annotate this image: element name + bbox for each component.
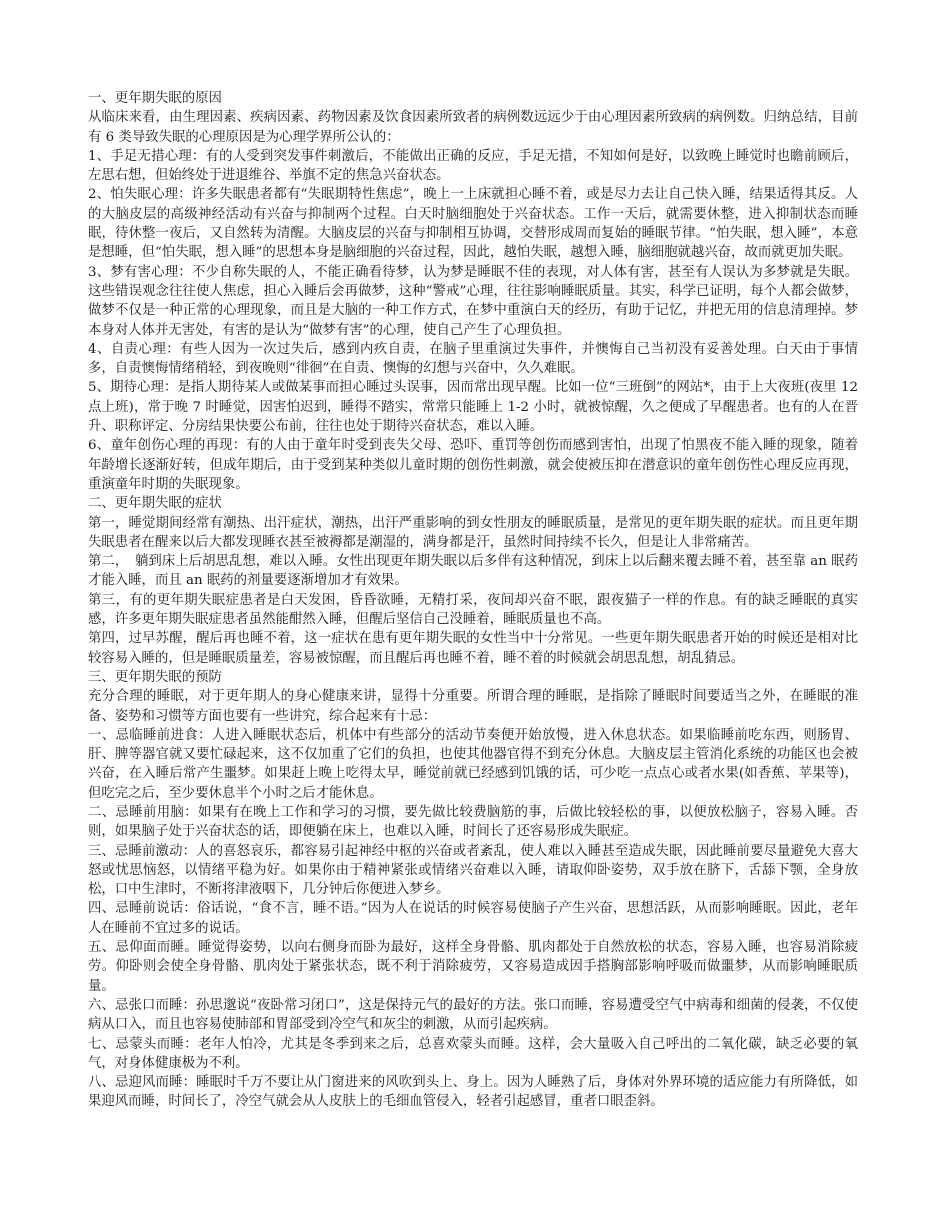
paragraph-cause-5: 5、期待心理：是指人期待某人或做某事而担心睡过头误事，因而常出现早醒。比如一位“三班倒”的网站*，由于上大夜班(夜里 12 点上班)，常于晚 7 时睡觉，因害怕迟到，睡得不踏实，常常只能睡上 1-2 小时，就被惊醒，久之便成了早醒患者。也有的人在晋升、职称评定、分房结果快要公布前，往往也处于期待兴奋状态，难以入睡。 <box>88 380 859 435</box>
paragraph-symptom-1: 第一，睡觉期间经常有潮热、出汗症状，潮热，出汗严重影响的到女性朋友的睡眠质量，是常见的更年期失眠的症状。而且更年期失眠患者在醒来以后大都发现睡衣甚至被褥都是潮湿的，满身都是汗，虽然时间持续不长久，但是让人非常痛苦。 <box>88 515 858 550</box>
section-heading-symptoms: 二、更年期失眠的症状 <box>88 496 222 512</box>
section-heading-prevention: 三、更年期失眠的预防 <box>88 669 222 685</box>
paragraph-taboo-3: 三、忌睡前激动：人的喜怒哀乐，都容易引起神经中枢的兴奋或者紊乱，使人难以入睡甚至造成失眠，因此睡前要尽量避免大喜大怒或忧思恼怒，以情绪平稳为好。如果你由于精神紧张或情绪兴奋难以入睡，请取仰卧姿势，双手放在脐下，舌舔下颚，全身放松，口中生津时，不断将津液咽下，几分钟后你便进入梦乡。 <box>88 843 858 898</box>
paragraph-taboo-4: 四、忌睡前说话：俗话说，“食不言，睡不语。”因为人在说话的时候容易使脑子产生兴奋，思想活跃，从而影响睡眠。因此，老年人在睡前不宜过多的说话。 <box>88 901 858 936</box>
paragraph-cause-6: 6、童年创伤心理的再现：有的人由于童年时受到丧失父母、恐吓、重罚等创伤而感到害怕，出现了怕黑夜不能入睡的现象，随着年龄增长逐渐好转，但成年期后，由于受到某种类似儿童时期的创伤性刺激，就会使被压抑在潜意识的童年创伤性心理反应再现，重演童年时期的失眠现象。 <box>88 438 858 492</box>
paragraph-taboo-7: 七、忌蒙头而睡：老年人怕冷，尤其是冬季到来之后，总喜欢蒙头而睡。这样，会大量吸入自己呼出的二氧化碳，缺乏必要的氧气，对身体健康极为不利。 <box>88 1036 858 1071</box>
paragraph-taboo-2: 二、忌睡前用脑：如果有在晚上工作和学习的习惯，要先做比较费脑筋的事，后做比较轻松的事，以便放松脑子，容易入睡。否则，如果脑子处于兴奋状态的话，即便躺在床上，也难以入睡，时间长了还容易形成失眠症。 <box>88 804 858 840</box>
paragraph-cause-3: 3、梦有害心理：不少自称失眠的人，不能正确看待梦，认为梦是睡眠不佳的表现，对人体有害，甚至有人误认为多梦就是失眠。这些错误观念往往使人焦虑，担心入睡后会再做梦，这种“警戒”心理，往往影响睡眠质量。其实，科学已证明，每个人都会做梦，做梦不仅是一种正常的心理现象，而且是大脑的一种工作方式，在梦中重演白天的经历，有助于记忆，并把无用的信息清理掉。梦本身对人体并无害处，有害的是认为“做梦有害”的心理，使自己产生了心理负担。 <box>88 264 858 338</box>
document-body <box>88 89 858 1112</box>
paragraph-cause-1: 1、手足无措心理：有的人受到突发事件刺激后，不能做出正确的反应，手足无措，不知如何是好，以致晚上睡觉时也瞻前顾后，左思右想，但始终处于进退维谷、举旗不定的焦急兴奋状态。 <box>88 148 858 184</box>
paragraph-symptom-3: 第三，有的更年期失眠症患者是白天发困，昏昏欲睡，无精打采，夜间却兴奋不眠，跟夜猫子一样的作息。有的缺乏睡眠的真实感，许多更年期失眠症患者虽然能酣然入睡，但醒后坚信自己没睡着，睡眠质量也不高。 <box>88 592 858 628</box>
section-heading-causes: 一、更年期失眠的原因 <box>88 91 222 106</box>
paragraph-causes-intro: 从临床来看，由生理因素、疾病因素、药物因素及饮食因素所致者的病例数远远少于由心理因素所致病的病例数。归纳总结，目前有 6 类导致失眠的心理原因是为心理学界所公认的： <box>88 110 858 145</box>
paragraph-symptom-4: 第四，过早苏醒，醒后再也睡不着，这一症状在患有更年期失眠的女性当中十分常见。一些更年期失眠患者开始的时候还是相对比较容易入睡的，但是睡眠质量差，容易被惊醒，而且醒后再也睡不着，睡不着的时候就会胡思乱想，胡乱猜忌。 <box>88 631 858 666</box>
paragraph-taboo-6: 六、忌张口而睡：孙思邈说“夜卧常习闭口”，这是保持元气的最好的方法。张口而睡，容易遭受空气中病毒和细菌的侵袭，不仅使病从口入，而且也容易使肺部和胃部受到冷空气和灰尘的刺激，从而引起疾病。 <box>88 997 858 1033</box>
paragraph-cause-4: 4、自责心理：有些人因为一次过失后，感到内疚自责，在脑子里重演过失事件，并懊悔自己当初没有妥善处理。白天由于事情多，自责懊悔情绪稍轻，到夜晚则“徘徊”在自责、懊悔的幻想与兴奋中，久久难眠。 <box>88 341 858 377</box>
paragraph-cause-2: 2、怕失眠心理：许多失眠患者都有“失眠期特性焦虑”，晚上一上床就担心睡不着，或是尽力去让自己快入睡，结果适得其反。人的大脑皮层的高级神经活动有兴奋与抑制两个过程。白天时脑细胞处于兴奋状态。工作一天后，就需要休整，进入抑制状态而睡眠，待休整一夜后，又自然转为清醒。大脑皮层的兴奋与抑制相互协调，交替形成周而复始的睡眠节律。“怕失眠，想入睡”，本意是想睡，但“怕失眠，想入睡”的思想本身是脑细胞的兴奋过程，因此，越怕失眠，越想入睡，脑细胞就越兴奋，故而就更加失眠。 <box>88 187 858 261</box>
paragraph-taboo-5: 五、忌仰面而睡。睡觉得姿势，以向右侧身而卧为最好，这样全身骨骼、肌肉都处于自然放松的状态，容易入睡，也容易消除疲劳。仰卧则会使全身骨骼、肌肉处于紧张状态，既不利于消除疲劳，又容易造成因手搭胸部影响呼吸而做噩梦，从而影响睡眠质量。 <box>88 940 858 994</box>
paragraph-prevention-intro: 充分合理的睡眠，对于更年期人的身心健康来讲，显得十分重要。所谓合理的睡眠，是指除了睡眠时间要适当之外，在睡眠的准备、姿势和习惯等方面也要有一些讲究，综合起来有十忌： <box>88 689 858 724</box>
paragraph-taboo-8: 八、忌迎风而睡：睡眠时千万不要让从门窗进来的风吹到头上、身上。因为人睡熟了后，身体对外界环境的适应能力有所降低，如果迎风而睡，时间长了，冷空气就会从人皮肤上的毛细血管侵入，轻者引起感冒，重者口眼歪斜。 <box>88 1075 858 1110</box>
paragraph-taboo-1: 一、忌临睡前进食：人进入睡眠状态后，机体中有些部分的活动节奏便开始放慢，进入休息状态。如果临睡前吃东西，则肠胃、肝、脾等器官就又要忙碌起来，这不仅加重了它们的负担，也使其他器官得不到充分休息。大脑皮层主管消化系统的功能区也会被兴奋，在入睡后常产生噩梦。如果赶上晚上吃得太早，睡觉前就已经感到饥饿的话，可少吃一点点心或者水果(如香蕉、苹果等)，但吃完之后，至少要休息半个小时之后才能休息。 <box>88 727 858 801</box>
paragraph-symptom-2: 第二， 躺到床上后胡思乱想，难以入睡。女性出现更年期失眠以后多伴有这种情况，到床上以后翻来覆去睡不着，甚至靠 an 眠药才能入睡，而且 an 眠药的剂量要逐渐增加才有效果。 <box>88 554 858 589</box>
